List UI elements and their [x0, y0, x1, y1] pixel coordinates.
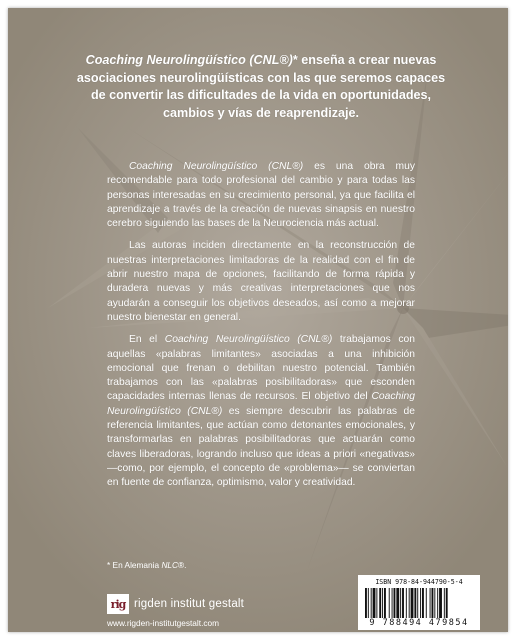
barcode-bar [444, 588, 445, 618]
footnote-prefix: * En Alemania [107, 560, 162, 570]
barcode-bar [446, 588, 448, 618]
publisher-logo: rig [107, 594, 129, 614]
isbn-label: ISBN 978-84-944790-5-4 [375, 578, 463, 586]
paragraph-3-title-a: Coaching Neurolingüístico (CNL®) [164, 334, 333, 346]
barcode-bar [420, 588, 421, 618]
barcode-bar [382, 588, 383, 618]
footnote [107, 560, 186, 570]
paragraph-3-text-a: En el [129, 334, 165, 346]
barcode-bar [368, 588, 369, 618]
barcode-bar [434, 588, 435, 618]
barcode-panel [358, 575, 480, 630]
barcode-bar [373, 588, 376, 618]
description-body [107, 160, 415, 499]
intro-statement [68, 52, 454, 122]
barcode [365, 588, 473, 618]
footnote-suffix: ®. [178, 560, 187, 570]
footnote-italic: NLC [161, 560, 179, 570]
paragraph-3-text-c: es siempre descubrir las palabras de referencia limitantes, que actúan como detonantes emocionales, y transformarlas en palabras posibilitadoras que actuarán como claves liberadoras, logrando incluso que ideas a priori «negativas» —como, por ejemplo, el concepto de «problema»— se conviertan en fuente de confianza, optimismo, valor y creatividad. [107, 405, 415, 489]
barcode-bar [406, 588, 407, 618]
barcode-bar [379, 588, 381, 618]
barcode-bar [376, 588, 377, 618]
publisher-name: rigden institut gestalt [134, 598, 245, 610]
barcode-bar [430, 588, 431, 618]
barcode-bar [439, 588, 442, 618]
barcode-bar [402, 588, 404, 618]
intro-text: * enseña a crear nuevas asociaciones neurolingüísticas con las que seremos capaces de convertir las dificultades de la vida en oportunidades, cambios y vías de reaprendizaje. [76, 53, 446, 120]
paragraph-3-title-b: Coaching Neurolingüístico (CNL®) [107, 391, 415, 417]
barcode-bar [371, 588, 372, 618]
barcode-bar [384, 588, 386, 618]
paragraph-1 [107, 160, 415, 231]
ean-number: 9 788494 479854 [369, 618, 469, 628]
publisher-block [107, 594, 244, 614]
barcode-bar [426, 588, 427, 618]
barcode-bar [432, 588, 434, 618]
barcode-bar [422, 588, 424, 618]
paragraph-3 [107, 333, 415, 490]
paragraph-3-text-b: trabajamos con aquellas «palabras limitantes» asociadas a una inhibición emocional que frenan o debilitan nuestro potencial. También trabajamos con las «palabras posibilitadoras» que esconden capacidades internas llenas de recursos. El objetivo del [107, 334, 415, 403]
barcode-bar [394, 588, 396, 618]
barcode-bar [417, 588, 418, 618]
barcode-bar [414, 588, 416, 618]
barcode-bar [389, 588, 390, 618]
barcode-bar [400, 588, 401, 618]
barcode-bar [392, 588, 393, 618]
barcode-bar [411, 588, 414, 618]
barcode-bar [365, 588, 367, 618]
paragraph-2: Las autoras inciden directamente en la reconstrucción de nuestras interpretaciones limitadoras de la realidad con el fin de abrir nuestro mapa de opciones, facilitando de forma rápida y duradera nuevas y más creativas interpretaciones que nos ayudarán a conseguir los objetivos deseados, así como a mejorar nuestro bienestar en general. [107, 240, 415, 323]
paragraph-1-title: Coaching Neurolingüístico (CNL®) [129, 161, 304, 172]
intro-title: Coaching Neurolingüístico (CNL®) [85, 53, 293, 67]
paragraph-1-text: es una obra muy recomendable para todo profesional del cambio y para todas las personas interesadas en su crecimiento personal, ya que facilita el aprendizaje a través de la creación de nuevas sinapsis en nuestro cerebro siguiendo las bases de la Neurociencia más actual. [107, 161, 415, 230]
barcode-bar [437, 588, 438, 618]
publisher-url: www.rigden-institutgestalt.com [107, 618, 220, 628]
barcode-bar [409, 588, 410, 618]
barcode-bar [396, 588, 399, 618]
book-back-cover [8, 8, 508, 632]
